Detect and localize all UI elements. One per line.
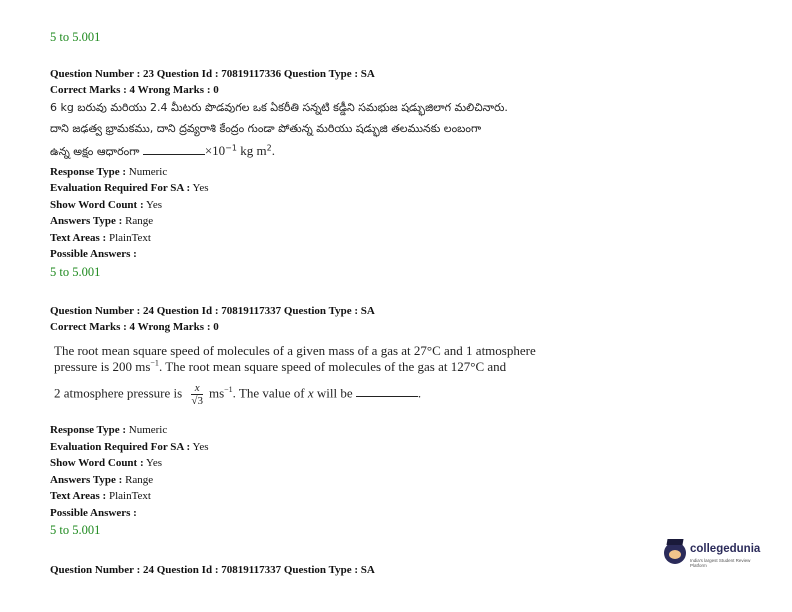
q23-text-line3-a: ఉన్న అక్షం ఆధారంగా [50, 145, 140, 158]
label: Possible Answers : [50, 248, 137, 260]
q24-text-line3 [54, 382, 421, 407]
q24-exp1: −1 [150, 358, 159, 368]
answer-blank [356, 386, 418, 397]
value: Range [125, 215, 154, 227]
q24-repeat-header: Question Number : 24 Question Id : 70819117337 Question Type : SA [50, 564, 375, 576]
label: Answers Type : [50, 474, 123, 486]
label: Text Areas : [50, 232, 107, 244]
q24-var: x [307, 385, 314, 401]
label: Answers Type : [50, 215, 123, 227]
value: PlainText [108, 232, 151, 244]
possible-answer-prev: 5 to 5.001 [50, 30, 101, 44]
q23-answers-type [50, 215, 153, 227]
q23-text-line3-b: ×10 [204, 143, 226, 158]
q24-possible-label [50, 507, 137, 519]
q23-unit: kg m [236, 143, 267, 158]
value: Yes [145, 199, 162, 211]
value: Yes [192, 182, 209, 194]
q23-header: Question Number : 23 Question Id : 70819117336 Question Type : SA [50, 68, 375, 80]
logo-name: collegedunia [690, 543, 761, 555]
q24-possible-answer: 5 to 5.001 [50, 523, 101, 537]
q24-eval [50, 441, 209, 453]
q23-text-line2: దాని జఢత్వ భ్రామకము, దాని ద్రవ్యరాశి కేంద్రం గుండా పోతున్న మరియు షడ్భుజి తలమునకు లంబంగా [50, 122, 482, 135]
q23-wordcount [50, 199, 162, 211]
q24-text-areas [50, 490, 151, 502]
q24-answers-type [50, 474, 153, 486]
label: Possible Answers : [50, 507, 137, 519]
label: Evaluation Required For SA : [50, 182, 191, 194]
fraction-denominator: √3 [191, 395, 203, 407]
label: Show Word Count : [50, 199, 144, 211]
label: Evaluation Required For SA : [50, 441, 191, 453]
q23-possible-label [50, 248, 137, 260]
q24-text-line3-b: ms [208, 385, 225, 401]
q24-text-line2 [54, 359, 506, 375]
label: Response Type : [50, 166, 126, 178]
value: Numeric [128, 424, 168, 436]
value: Yes [192, 441, 209, 453]
collegedunia-logo [664, 540, 768, 572]
q23-exp2: 2 [266, 143, 272, 153]
q24-marks: Correct Marks : 4 Wrong Marks : 0 [50, 321, 219, 333]
q23-exp: −1 [225, 143, 237, 153]
q23-text-line1: 6 kg బరువు మరియు 2.4 మీటరు పొడవుగల ఒక ఏకరీతి సన్నటి కడ్డీని సమభుజ షడ్భుజిలాగ మలిచినారు. [50, 101, 508, 114]
q24-response-type [50, 424, 167, 436]
label: Response Type : [50, 424, 126, 436]
q23-possible-answer: 5 to 5.001 [50, 265, 101, 279]
value: Yes [145, 457, 162, 469]
q23-text-areas [50, 232, 151, 244]
fraction-numerator: x [191, 382, 203, 395]
q24-wordcount [50, 457, 162, 469]
q24-text-line3-d: will be [313, 385, 353, 401]
q23-end: . [271, 143, 275, 158]
value: Range [125, 474, 154, 486]
q24-text-line3-e: . [417, 385, 422, 401]
logo-tagline: India's largest Student Review Platform [690, 558, 751, 568]
graduate-icon [664, 542, 686, 564]
label: Text Areas : [50, 490, 107, 502]
q24-exp2: −1 [224, 385, 233, 395]
q24-text-line2-a: pressure is 200 ms [54, 359, 151, 374]
q23-marks: Correct Marks : 4 Wrong Marks : 0 [50, 84, 219, 96]
answer-blank [143, 144, 205, 155]
value: Numeric [128, 166, 168, 178]
value: PlainText [108, 490, 151, 502]
label: Show Word Count : [50, 457, 144, 469]
q24-text-line3-c: . The value of [232, 385, 308, 401]
q24-text-line2-b: . The root mean square speed of molecules of the gas at 127°C and [158, 359, 507, 374]
q23-response-type [50, 166, 167, 178]
q24-text-line1: The root mean square speed of molecules of a given mass of a gas at 27°C and 1 atmosphere [54, 343, 536, 358]
q23-eval [50, 182, 209, 194]
q23-text-line3 [50, 143, 275, 161]
q24-header: Question Number : 24 Question Id : 70819117337 Question Type : SA [50, 305, 375, 317]
fraction [191, 382, 203, 407]
q24-text-line3-a: 2 atmosphere pressure is [54, 385, 183, 401]
